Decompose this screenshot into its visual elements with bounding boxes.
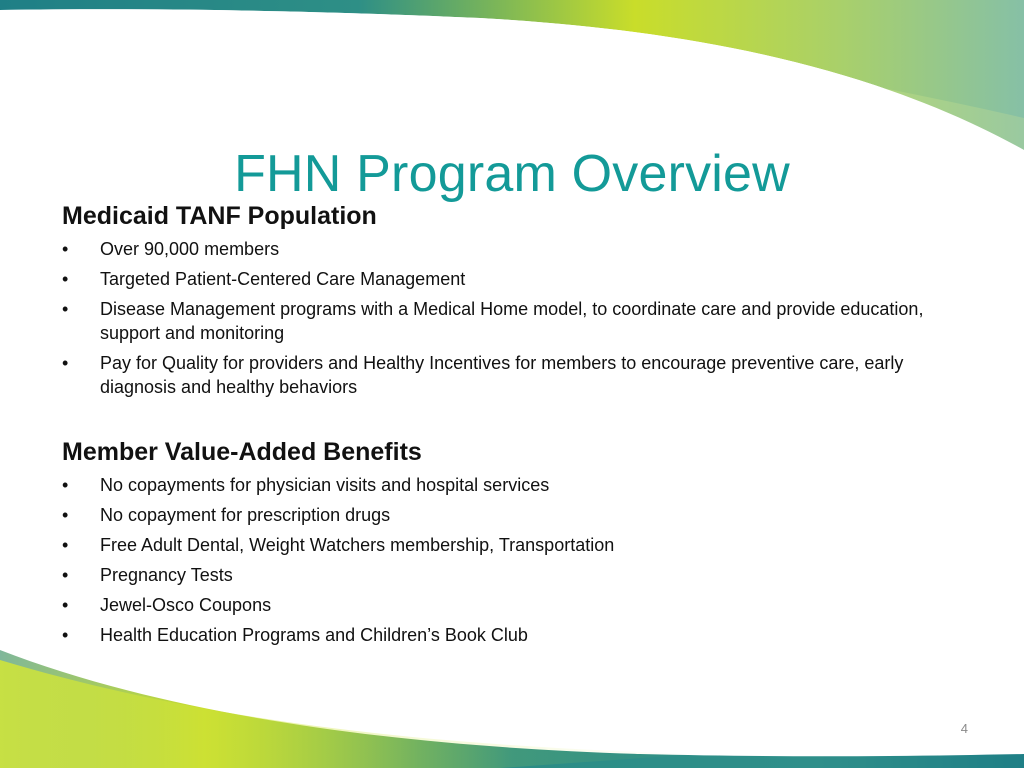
bullet-glyph: • [62,535,69,555]
bottom-swoosh-decoration [0,650,1024,768]
page-number: 4 [960,721,968,736]
section-heading-benefits: Member Value-Added Benefits [62,438,422,466]
section-heading-medicaid: Medicaid TANF Population [62,202,377,230]
bullet-text: No copayments for physician visits and hospital services [100,475,550,495]
bullet-glyph: • [62,239,69,259]
slide-content [62,199,972,653]
section-spacer [62,405,972,435]
bullet-item [62,503,972,527]
bullet-glyph: • [62,625,69,645]
bullet-text: Free Adult Dental, Weight Watchers membership, Transportation [100,535,615,555]
bullet-text: Over 90,000 members [100,239,280,259]
bullet-glyph: • [62,353,69,373]
bullet-text: Jewel-Osco Coupons [100,595,272,615]
bullet-item [62,297,972,345]
bullet-glyph: • [62,565,69,585]
bullet-item [62,563,972,587]
bullet-item [62,533,972,557]
bullet-text: Targeted Patient-Centered Care Management [100,269,466,289]
bullet-item [62,237,972,261]
bullet-item [62,351,972,399]
bullet-list-benefits [62,473,972,647]
bullet-text: Disease Management programs with a Medical Home model, to coordinate care and provide education, support and monitoring [100,299,924,343]
bullet-glyph: • [62,269,69,289]
bullet-item [62,623,972,647]
slide-title: FHN Program Overview [234,144,790,203]
bullet-glyph: • [62,299,69,319]
bullet-glyph: • [62,505,69,525]
bullet-text: No copayment for prescription drugs [100,505,391,525]
top-swoosh-decoration [0,0,1024,160]
bullet-text: Pay for Quality for providers and Healthy Incentives for members to encourage preventive care, early diagnosis and healthy behaviors [100,353,904,397]
bullet-item [62,473,972,497]
bullet-glyph: • [62,475,69,495]
bullet-item [62,267,972,291]
bullet-text: Health Education Programs and Children’s Book Club [100,625,528,645]
bullet-list-medicaid [62,237,972,399]
bullet-text: Pregnancy Tests [100,565,233,585]
bullet-glyph: • [62,595,69,615]
bullet-item [62,593,972,617]
